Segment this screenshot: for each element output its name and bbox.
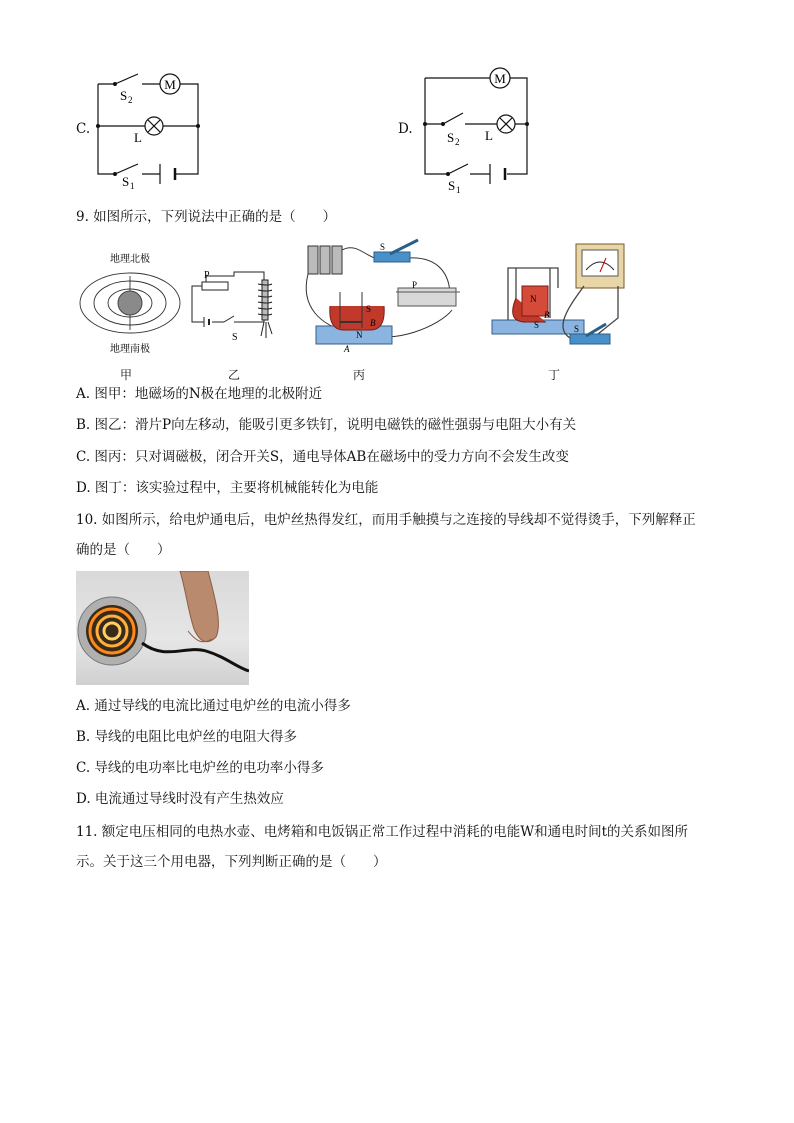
q9-option-c: C. 图丙：只对调磁极，闭合开关S，通电导体AB在磁场中的受力方向不会发生改变 — [76, 449, 569, 465]
conductor-a-label: A — [344, 344, 350, 354]
svg-text:2: 2 — [455, 137, 460, 147]
magnet-n-label: N — [530, 294, 537, 304]
q10-option-d: D. 电流通过导线时没有产生热效应 — [76, 791, 284, 807]
q9-option-d: D. 图丁：该实验过程中，主要将机械能转化为电能 — [76, 480, 379, 496]
q9-option-a: A. 图甲：地磁场的N极在地理的北极附近 — [76, 386, 323, 402]
conductor-b-label: B — [370, 318, 376, 328]
svg-text:1: 1 — [456, 185, 461, 194]
figure-ding-induction — [488, 238, 630, 356]
electric-stove-photo — [76, 571, 249, 685]
q10-option-a: A. 通过导线的电流比通过电炉丝的电流小得多 — [76, 698, 351, 714]
switch-s1-label: S — [448, 178, 456, 193]
q10-option-c: C. 导线的电功率比电炉丝的电功率小得多 — [76, 760, 324, 776]
q11-stem-line1: 11. 额定电压相同的电热水壶、电烤箱和电饭锅正常工作过程中消耗的电能W和通电时间t的关系如图所 — [76, 824, 689, 840]
svg-text:2: 2 — [128, 95, 133, 105]
switch-s-label: S — [380, 242, 386, 252]
motor-symbol: M — [164, 77, 176, 92]
switch-s2-label: S — [120, 88, 128, 103]
conductor-b-label: B — [544, 310, 550, 320]
q10-stem-line1: 10. 如图所示，给电炉通电后，电炉丝热得发红，而用手触摸与之连接的导线却不觉得烫手，下列解释正 — [76, 512, 696, 528]
motor-symbol: M — [494, 71, 506, 86]
lamp-label: L — [134, 130, 142, 145]
magnet-n-label: N — [356, 330, 363, 340]
figure-bing-current-in-magnetic-field — [300, 236, 472, 360]
north-pole-label: 地理北极 — [110, 254, 150, 265]
circuit-diagram-c — [90, 66, 210, 191]
figure-yi-electromagnet — [184, 262, 284, 354]
south-pole-label: 地理南极 — [110, 344, 150, 355]
figure-jia-earth-magnetic-field — [74, 248, 186, 360]
option-d-label: D. — [398, 121, 413, 137]
option-c-label: C. — [76, 121, 91, 137]
figure-bing-caption: 丙 — [353, 368, 366, 382]
magnet-s-label: S — [366, 304, 372, 314]
switch-s2-label: S — [447, 130, 455, 145]
switch-s1-label: S — [122, 174, 130, 189]
circuit-diagram-d — [415, 66, 540, 194]
figure-jia-caption: 甲 — [120, 368, 133, 382]
figure-ding-caption: 丁 — [548, 368, 561, 382]
switch-s-label: S — [232, 332, 238, 343]
magnet-s-label: S — [534, 320, 540, 330]
figure-yi-caption: 乙 — [228, 368, 241, 382]
q9-option-b: B. 图乙：滑片P向左移动，能吸引更多铁钉，说明电磁铁的磁性强弱与电阻大小有关 — [76, 417, 577, 433]
slider-p-label: P — [412, 280, 418, 290]
q10-stem-line2: 确的是（ ） — [76, 542, 171, 558]
switch-s-label: S — [574, 324, 580, 334]
q10-option-b: B. 导线的电阻比电炉丝的电阻大得多 — [76, 729, 298, 745]
svg-text:1: 1 — [130, 181, 135, 191]
slider-p-label: P — [204, 270, 210, 281]
q11-stem-line2: 示。关于这三个用电器，下列判断正确的是（ ） — [76, 854, 387, 870]
lamp-label: L — [485, 128, 493, 143]
q9-stem: 9. 如图所示，下列说法中正确的是（ ） — [76, 209, 337, 225]
